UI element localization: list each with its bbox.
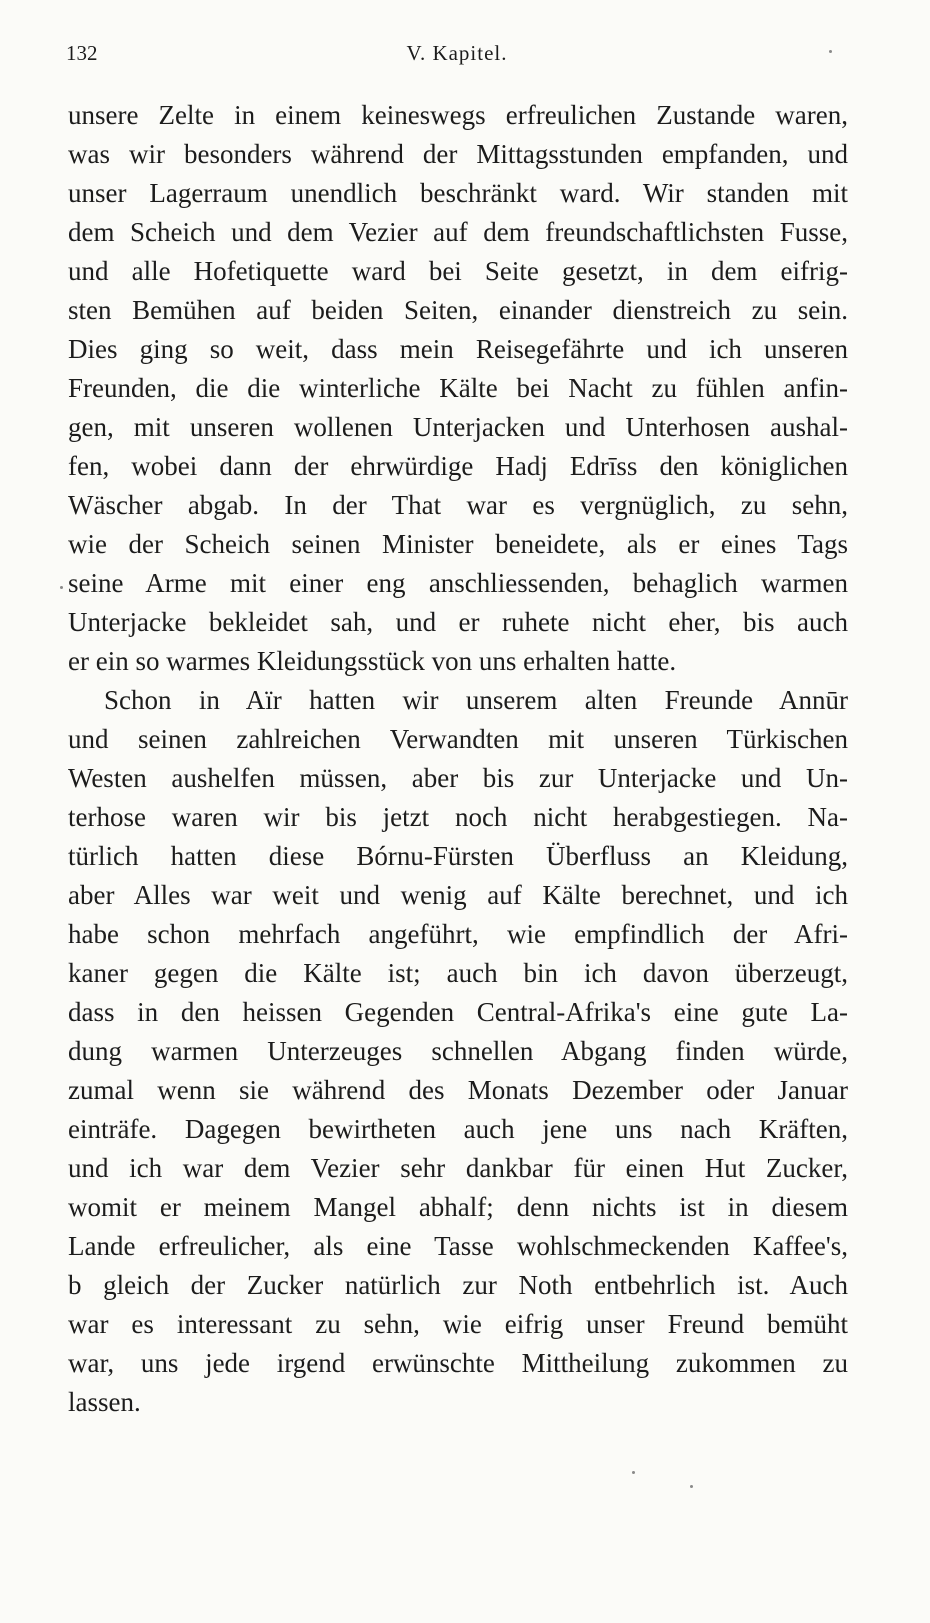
text-line: und alle Hofetiquette ward bei Seite gesetzt, in dem eifrig-	[68, 256, 848, 286]
text-line: kaner gegen die Kälte ist; auch bin ich davon überzeugt,	[68, 958, 848, 988]
text-line: Dies ging so weit, dass mein Reisegefährte und ich unseren	[68, 334, 848, 364]
text-line: seine Arme mit einer eng anschliessenden, behaglich warmen	[68, 568, 848, 598]
text-line: dem Scheich und dem Vezier auf dem freundschaftlichsten Fusse,	[68, 217, 848, 247]
text-line: Lande erfreulicher, als eine Tasse wohlschmeckenden Kaffee's,	[68, 1231, 848, 1261]
text-line: was wir besonders während der Mittagsstunden empfanden, und	[68, 139, 848, 169]
text-line: terhose waren wir bis jetzt noch nicht herabgestiegen. Na-	[68, 802, 848, 832]
page-number: 132	[66, 41, 98, 65]
paragraph-last-line: lassen.	[68, 1387, 141, 1417]
text-line: b gleich der Zucker natürlich zur Noth entbehrlich ist. Auch	[68, 1270, 848, 1300]
text-line: und ich war dem Vezier sehr dankbar für einen Hut Zucker,	[68, 1153, 848, 1183]
text-line: einträfe. Dagegen bewirtheten auch jene uns nach Kräften,	[68, 1114, 848, 1144]
text-line: dass in den heissen Gegenden Central-Afrika's eine gute La-	[68, 997, 848, 1027]
text-line: Unterjacke bekleidet sah, und er ruhete nicht eher, bis auch	[68, 607, 848, 637]
text-line: fen, wobei dann der ehrwürdige Hadj Edrīss den königlichen	[68, 451, 848, 481]
text-line: war es interessant zu sehn, wie eifrig unser Freund bemüht	[68, 1309, 848, 1339]
text-line: wie der Scheich seinen Minister beneidete, als er eines Tags	[68, 529, 848, 559]
text-line: sten Bemühen auf beiden Seiten, einander dienstreich zu sein.	[68, 295, 848, 325]
text-line: dung warmen Unterzeuges schnellen Abgang finden würde,	[68, 1036, 848, 1066]
text-line: war, uns jede irgend erwünschte Mittheilung zukommen zu	[68, 1348, 848, 1378]
chapter-heading: V. Kapitel.	[406, 41, 508, 65]
paragraph-last-line: er ein so warmes Kleidungsstück von uns erhalten hatte.	[68, 646, 677, 676]
print-speck	[690, 1485, 693, 1488]
paragraph-first-line: Schon in Aïr hatten wir unserem alten Freunde Annūr	[104, 685, 848, 715]
text-line: Westen aushelfen müssen, aber bis zur Unterjacke und Un-	[68, 763, 848, 793]
running-head	[66, 38, 848, 68]
text-line: habe schon mehrfach angeführt, wie empfindlich der Afri-	[68, 919, 848, 949]
text-line: womit er meinem Mangel abhalf; denn nichts ist in diesem	[68, 1192, 848, 1222]
text-line: aber Alles war weit und wenig auf Kälte berechnet, und ich	[68, 880, 848, 910]
text-line: unser Lagerraum unendlich beschränkt ward. Wir standen mit	[68, 178, 848, 208]
text-line: türlich hatten diese Bórnu-Fürsten Überfluss an Kleidung,	[68, 841, 848, 871]
body-text	[68, 96, 848, 1422]
text-line: und seinen zahlreichen Verwandten mit unseren Türkischen	[68, 724, 848, 754]
text-line: gen, mit unseren wollenen Unterjacken und Unterhosen aushal-	[68, 412, 848, 442]
print-speck	[632, 1471, 635, 1474]
text-line: zumal wenn sie während des Monats Dezember oder Januar	[68, 1075, 848, 1105]
print-speck	[829, 50, 832, 53]
print-speck	[60, 586, 63, 589]
text-line: Freunden, die die winterliche Kälte bei Nacht zu fühlen anfin-	[68, 373, 848, 403]
text-line: unsere Zelte in einem keineswegs erfreulichen Zustande waren,	[68, 100, 848, 130]
text-line: Wäscher abgab. In der That war es vergnüglich, zu sehn,	[68, 490, 848, 520]
